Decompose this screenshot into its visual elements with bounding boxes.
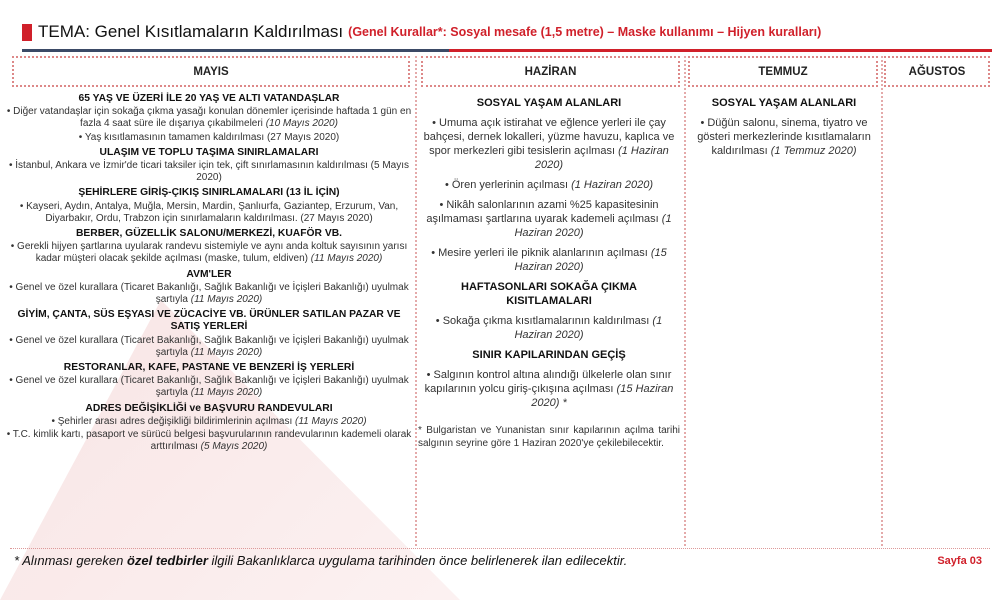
- list-item: [6, 416, 412, 428]
- item-date: (11 Mayıs 2020): [310, 253, 383, 265]
- list-item: [6, 106, 412, 130]
- title-subtitle: (Genel Kurallar*: Sosyal mesafe (1,5 metre) – Maske kullanımı – Hijyen kuralları): [348, 25, 822, 39]
- section-heading: GİYİM, ÇANTA, SÜS EŞYASI VE ZÜCACİYE VB. ÜRÜNLER SATILAN PAZAR VE SATIŞ YERLERİ: [17, 309, 401, 333]
- item-date: (1 Temmuz 2020): [770, 145, 857, 157]
- list-item: [418, 198, 680, 240]
- section-heading: ŞEHİRLERE GİRİŞ-ÇIKIŞ SINIRLAMALARI (13 İL İÇİN): [78, 187, 340, 199]
- footer-text: * Alınması gereken: [14, 553, 127, 568]
- item-text: • Genel ve özel kurallara (Ticaret Bakanlığı, Sağlık Bakanlığı ve İçişleri Bakanlığı) uyulmak şartıyla: [9, 375, 409, 399]
- item-text: • Umuma açık istirahat ve eğlence yerleri ile çay bahçesi, dernek lokalleri, yüzme havuzu, kaplıca ve spor merkezleri gibi tesislerin açılması: [423, 117, 675, 157]
- title-marker-icon: [22, 24, 32, 41]
- item-date: (11 Mayıs 2020): [190, 294, 263, 306]
- title-main: TEMA: Genel Kısıtlamaların Kaldırılması: [38, 22, 344, 41]
- item-date: (11 Mayıs 2020): [190, 387, 263, 399]
- item-date: (1 Haziran 2020): [571, 179, 654, 191]
- item-date: (10 Mayıs 2020): [265, 118, 338, 130]
- list-item: [6, 132, 412, 144]
- list-item: [6, 282, 412, 306]
- list-item: [6, 335, 412, 359]
- item-text: • Salgının kontrol altına alındığı ülkelerle olan sınır kapılarının yolcu giriş-çıkışına açılması: [424, 369, 672, 395]
- item-date: (1 Haziran 2020): [514, 315, 663, 341]
- footer-divider: [10, 548, 990, 549]
- item-text: • Diğer vatandaşlar için sokağa çıkma yasağı konulan dönemler içerisinde haftada 1 gün en fazla 4 saat süre ile dışarıya çıkabilmeleri: [6, 106, 412, 130]
- column-header-agustos: AĞUSTOS: [884, 56, 990, 87]
- item-date: (15 Haziran 2020): [514, 247, 667, 273]
- page-title: [22, 22, 992, 42]
- column-header-temmuz: TEMMUZ: [688, 56, 878, 87]
- item-text: • Genel ve özel kurallara (Ticaret Bakanlığı, Sağlık Bakanlığı ve İçişleri Bakanlığı) uyulmak şartıyla: [9, 281, 409, 306]
- column-divider: [881, 56, 883, 546]
- item-text: • Sokağa çıkma kısıtlamalarının kaldırılması: [435, 315, 653, 327]
- column-temmuz: [690, 90, 878, 545]
- section-heading: HAFTASONLARI SOKAĞA ÇIKMA KISITLAMALARI: [461, 281, 637, 307]
- item-text: • T.C. kimlik kartı, pasaport ve sürücü belgesi başvurularının randevularının kademeli olarak arttırılması: [6, 429, 412, 453]
- section-heading: ULAŞIM VE TOPLU TAŞIMA SINIRLAMALARI: [99, 146, 319, 158]
- list-item: [6, 375, 412, 399]
- item-date: (11 Mayıs 2020): [190, 346, 263, 358]
- section-heading: SINIR KAPILARINDAN GEÇİŞ: [472, 349, 626, 361]
- item-date: (5 Mayıs 2020): [200, 441, 268, 453]
- item-text: • Yaş kısıtlamasının tamamen kaldırılması (27 Mayıs 2020): [78, 131, 340, 143]
- list-item: [418, 178, 680, 192]
- list-item: [6, 241, 412, 265]
- list-item: [418, 246, 680, 274]
- section-heading: BERBER, GÜZELLİK SALONU/MERKEZİ, KUAFÖR VB.: [75, 228, 342, 240]
- page-number: Sayfa 03: [937, 555, 982, 567]
- section-heading: ADRES DEĞİŞİKLİĞİ ve BAŞVURU RANDEVULARI: [85, 402, 333, 414]
- column-header-haziran: HAZİRAN: [421, 56, 680, 87]
- section-heading: AVM'LER: [186, 268, 232, 280]
- section-heading: 65 YAŞ VE ÜZERİ İLE 20 YAŞ VE ALTI VATANDAŞLAR: [78, 93, 340, 104]
- column-agustos: [886, 90, 990, 545]
- item-date: (1 Haziran 2020): [534, 145, 669, 171]
- section-heading: RESTORANLAR, KAFE, PASTANE VE BENZERİ İŞ YERLERİ: [63, 362, 355, 374]
- item-date: (1 Haziran 2020): [514, 213, 672, 239]
- column-header-mayis: MAYIS: [12, 56, 410, 87]
- item-text: • Genel ve özel kurallara (Ticaret Bakanlığı, Sağlık Bakanlığı ve İçişleri Bakanlığı) uyulmak şartıyla: [9, 334, 409, 358]
- list-item: [690, 116, 878, 158]
- section-heading: SOSYAL YAŞAM ALANLARI: [711, 97, 857, 109]
- column-haziran: [418, 90, 680, 545]
- section-heading: SOSYAL YAŞAM ALANLARI: [476, 97, 622, 109]
- column-divider: [415, 56, 417, 546]
- item-text: • Ören yerlerinin açılması: [444, 179, 572, 191]
- list-item: [6, 160, 412, 184]
- column-mayis: [6, 90, 412, 545]
- item-text: • Kayseri, Aydın, Antalya, Muğla, Mersin, Mardin, Şanlıurfa, Gaziantep, Erzurum, Van, Diyarbakır, Ordu, Trabzon için sınırlamaların kaldırılması. (27 Mayıs 2020): [19, 200, 399, 224]
- list-item: [6, 429, 412, 453]
- list-item: [418, 314, 680, 342]
- footer-emphasis: özel tedbirler: [126, 553, 208, 568]
- list-item: [418, 116, 680, 172]
- list-item: [6, 201, 412, 225]
- column-divider: [684, 56, 686, 546]
- footer-note: [14, 553, 894, 568]
- footer-text: ilgili Bakanlıklarca uygulama tarihinden önce belirlenerek ilan edilecektir.: [207, 553, 628, 568]
- item-text: • Nikâh salonlarının azami %25 kapasitesinin aşılmaması şartlarına uyarak kademeli açılması: [426, 199, 662, 225]
- list-item: [418, 368, 680, 410]
- item-text: • Düğün salonu, sinema, tiyatro ve gösteri merkezlerinde kısıtlamaların kaldırılması: [697, 117, 871, 157]
- item-date: (11 Mayıs 2020): [295, 415, 367, 427]
- item-text: • İstanbul, Ankara ve İzmir'de ticari taksiler için tek, çift sınırlamasının kaldırılması (5 Mayıs 2020): [9, 160, 409, 184]
- item-text: • Mesire yerleri ile piknik alanlarının açılması: [431, 247, 651, 259]
- footnote: * Bulgaristan ve Yunanistan sınır kapılarının açılma tarihi salgının seyrine göre 1 Haziran 2020'ye çekilebilecektir.: [418, 425, 680, 449]
- title-divider: [22, 49, 992, 52]
- item-text: • Şehirler arası adres değişikliği bildirimlerinin açılması: [51, 415, 296, 427]
- item-text: • Gerekli hijyen şartlarına uyularak randevu sistemiyle ve aynı anda koltuk sayısının yarısı kadar müşteri olacak şekilde açılması (maske, tulum, eldiven): [10, 241, 408, 265]
- item-date: (15 Haziran 2020) *: [531, 383, 674, 409]
